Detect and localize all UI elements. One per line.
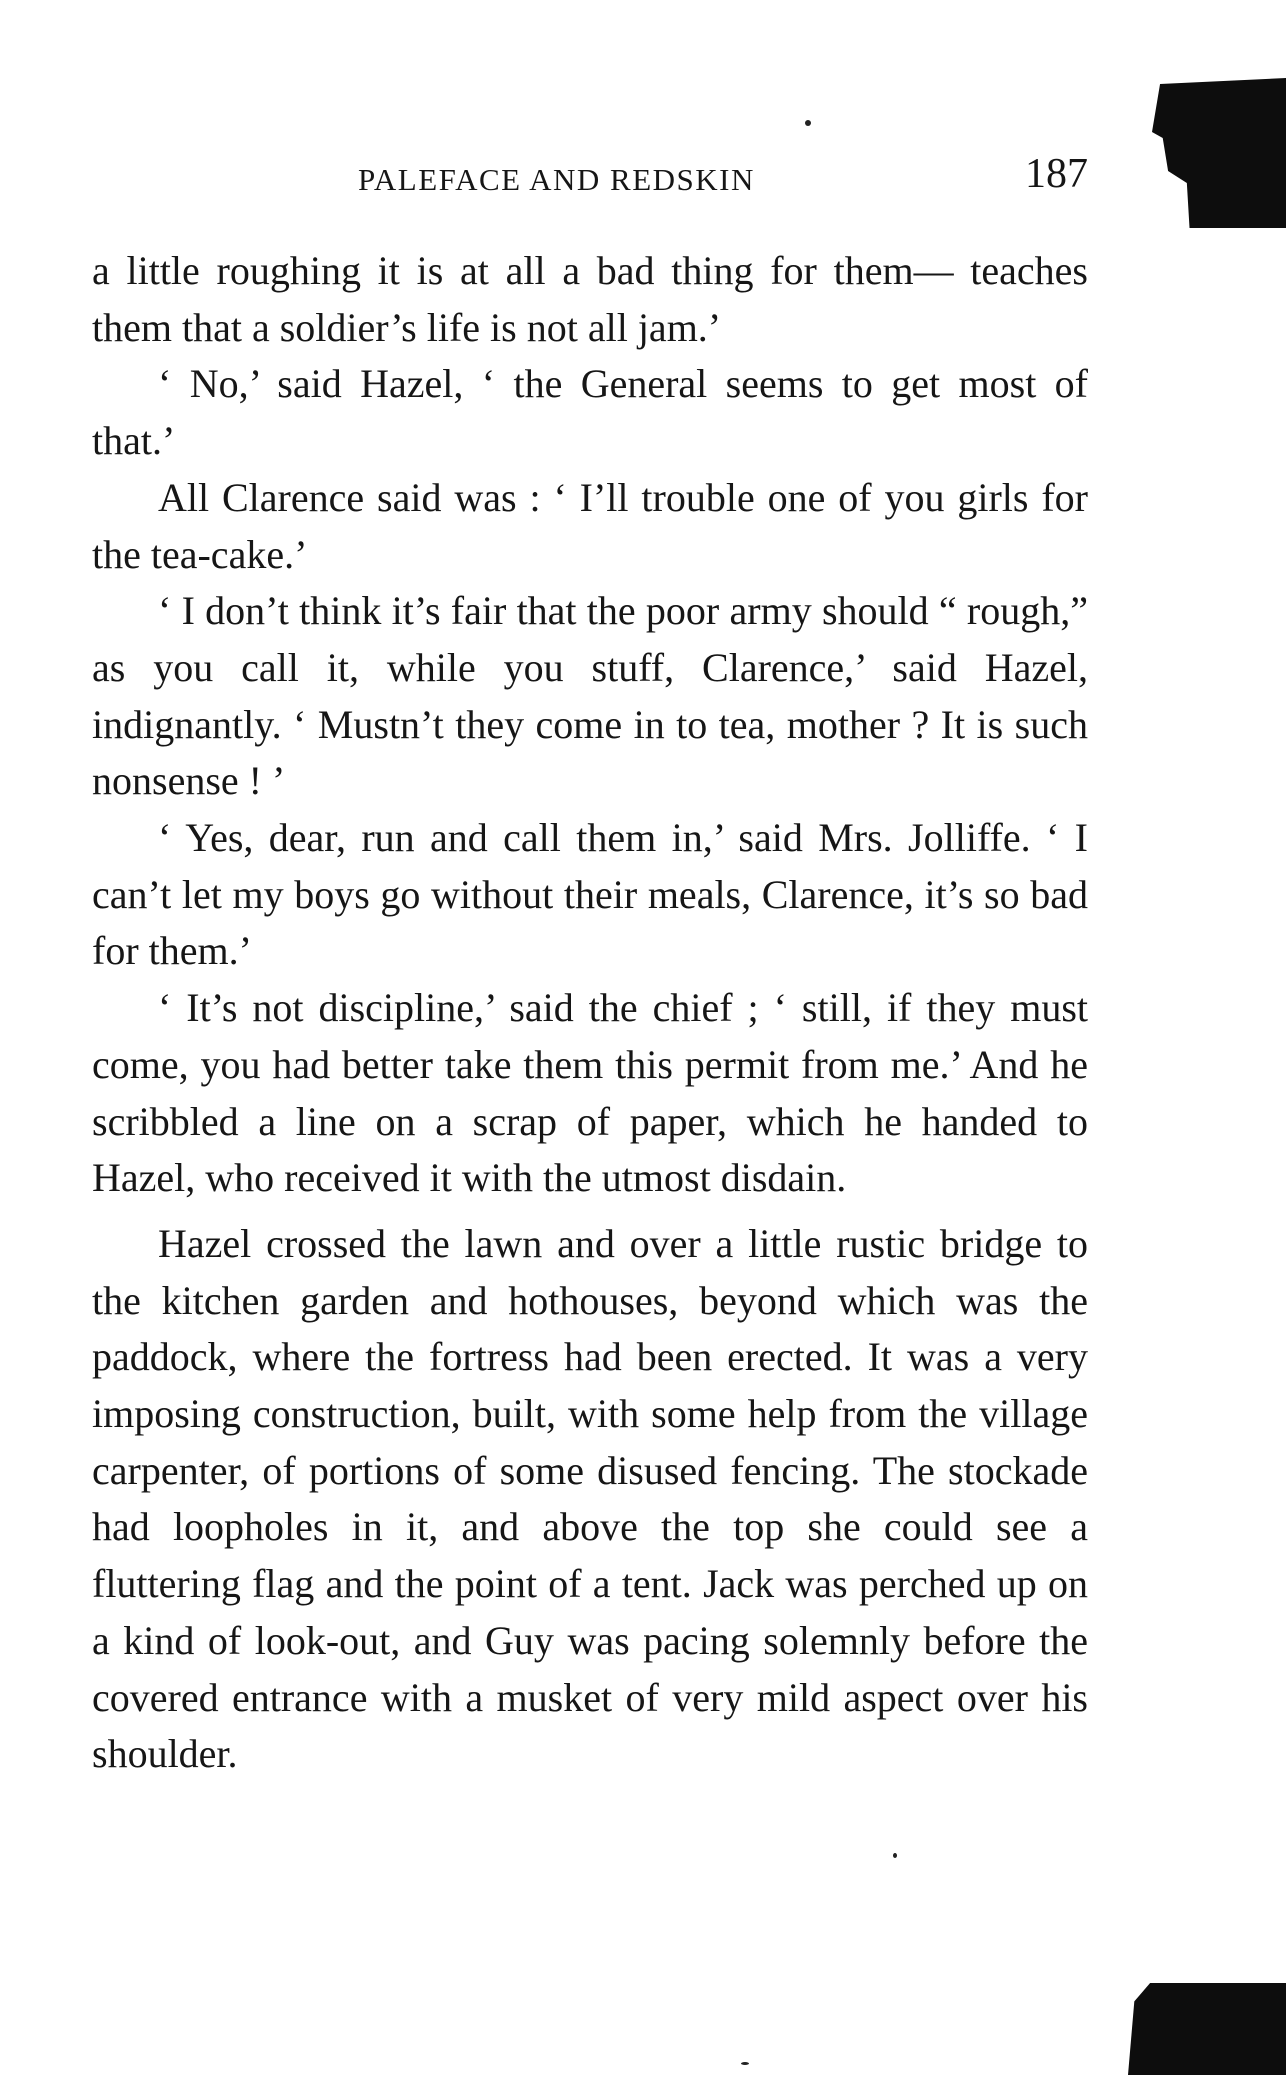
page-body — [92, 243, 1088, 1783]
paragraph: a little roughing it is at all a bad thing for them— teaches them that a soldier’s life is not all jam.’ — [92, 248, 1088, 350]
paragraph: Hazel crossed the lawn and over a little rustic bridge to the kitchen garden and hothouses, beyond which was the paddock, where the fortress had been erected. It was a very imposing construction, built, with some help from the village carpenter, of portions of some disused fencing. The stockade had loopholes in it, and above the top she could see a fluttering flag and the point of a tent. Jack was perched up on a kind of look-out, and Guy was pacing solemnly before the covered entrance with a musket of very mild aspect over his shoulder. — [92, 1220, 1088, 1777]
scan-speck — [805, 120, 811, 126]
paragraph: ‘ Yes, dear, run and call them in,’ said Mrs. Jolliffe. ‘ I can’t let my boys go without their meals, Clarence, it’s so bad for them.’ — [92, 815, 1088, 974]
scan-speck — [893, 1853, 897, 1858]
paragraph: All Clarence said was : ‘ I’ll trouble one of you girls for the tea-cake.’ — [92, 474, 1088, 577]
running-head: PALEFACE AND REDSKIN — [358, 162, 755, 197]
scan-speck — [741, 2062, 749, 2065]
scan-edge-mark — [1152, 78, 1286, 228]
paragraph: ‘ I don’t think it’s fair that the poor army should “ rough,” as you call it, while you stuff, Clarence,’ said Hazel, indignantly. ‘ Mustn’t they come in to tea, mother ? It is such nonsense ! ’ — [92, 588, 1088, 804]
scan-edge-mark — [1128, 1983, 1286, 2075]
paragraph: ‘ No,’ said Hazel, ‘ the General seems to get most of that.’ — [92, 361, 1088, 464]
paragraph: ‘ It’s not discipline,’ said the chief ; ‘ still, if they must come, you had better take them this permit from me.’ And he scribbled a line on a scrap of paper, which he handed to Hazel, who received it with the utmost disdain. — [92, 985, 1088, 1201]
page-number: 187 — [1025, 151, 1088, 197]
page-header — [92, 150, 1088, 210]
